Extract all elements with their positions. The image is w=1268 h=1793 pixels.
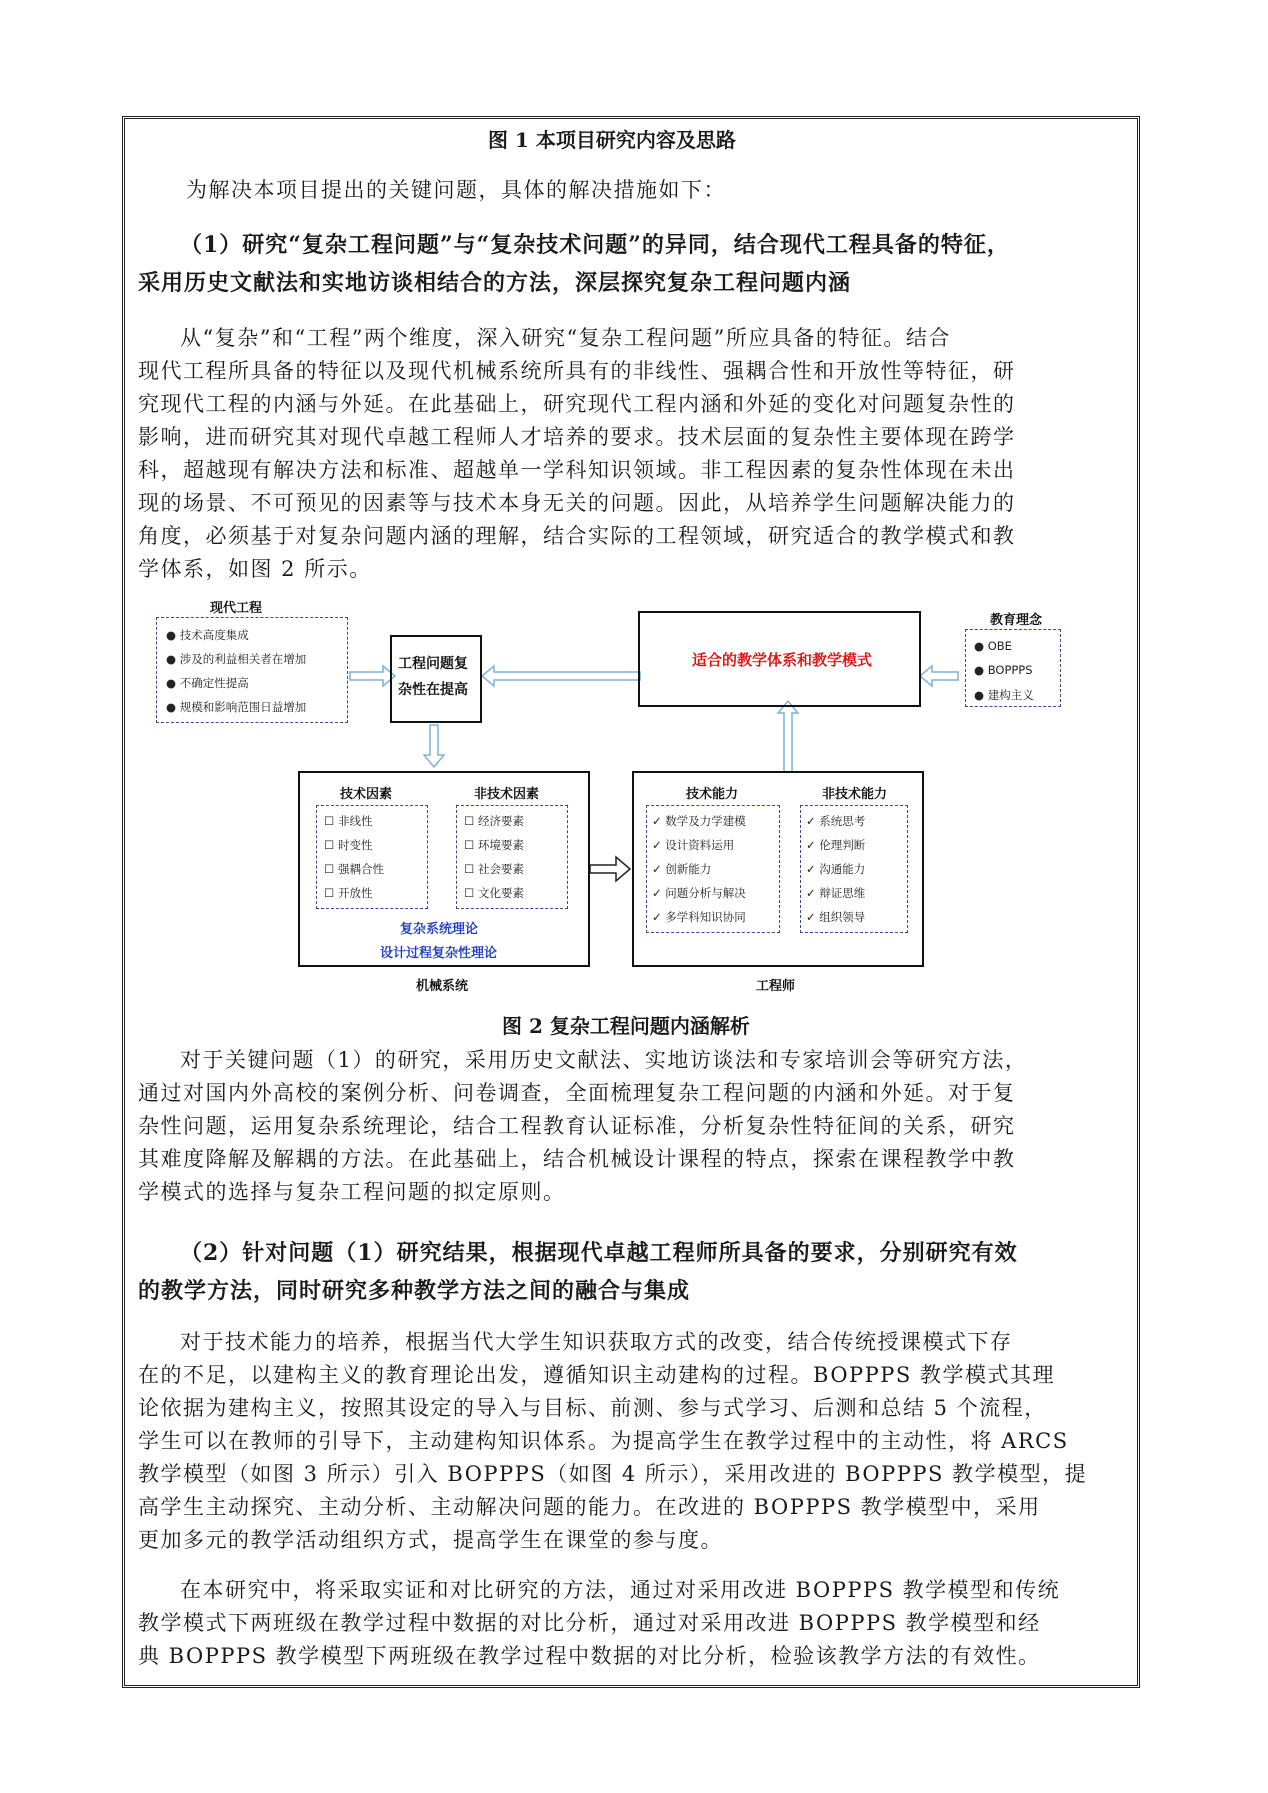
intro-text: 为解决本项目提出的关键问题，具体的解决措施如下： [186,178,726,202]
para2-line: 通过对国内外高校的案例分析、问卷调查，全面梳理复杂工程问题的内涵和外延。对于复 [138,1081,1016,1105]
edu-item: ● 建构主义 [974,688,1034,702]
teaching-system-title: 适合的教学体系和教学模式 [692,651,873,669]
nontech-ability-title: 非技术能力 [822,787,888,802]
edu-concept-title: 教育理念 [990,613,1043,628]
modern-engineering-title: 现代工程 [210,601,263,616]
nontech-factor-item: ☐ 文化要素 [464,886,524,900]
complexity-label: 工程问题复 [398,656,468,672]
section1-para-line: 学体系，如图 2 所示。 [138,557,372,581]
arrow-mech-to-engineer [590,857,630,881]
section2-para-line: 高学生主动探究、主动分析、主动解决问题的能力。在改进的 BOPPPS 教学模型中，采用 [138,1495,1041,1519]
section2-para2-line: 教学模式下两班级在教学过程中数据的对比分析，通过对采用改进 BOPPPS 教学模型和经 [138,1611,1041,1635]
nontech-factor-title: 非技术因素 [474,787,540,802]
section2-para2-line: 典 BOPPPS 教学模型下两班级在教学过程中数据的对比分析，检验该教学方法的有效性。 [138,1644,1041,1668]
nontech-factor-item: ☐ 环境要素 [464,838,524,852]
para2-line: 其难度降解及解耦的方法。在此基础上，结合机械设计课程的特点，探索在课程教学中教 [138,1147,1016,1171]
figure-2-diagram [138,595,1073,1000]
edu-item: ● OBE [974,639,1012,653]
arrow-edu-to-system [920,666,958,686]
nontech-ability-item: ✓ 伦理判断 [806,838,866,852]
tech-factor-item: ☐ 开放性 [324,886,373,900]
section1-heading-line: 采用历史文献法和实地访谈相结合的方法，深层探究复杂工程问题内涵 [138,270,852,296]
arrow-complexity-to-mech [424,725,444,767]
section2-para-line: 论依据为建构主义，按照其设定的导入与目标、前测、参与式学习、后测和总结 5 个流程， [138,1396,1047,1420]
section2-para2-line: 在本研究中，将采取实证和对比研究的方法，通过对采用改进 BOPPPS 教学模型和传统 [180,1578,1061,1602]
tech-factor-item: ☐ 非线性 [324,814,373,828]
nontech-factor-item: ☐ 经济要素 [464,814,524,828]
tech-ability-item: ✓ 问题分析与解决 [652,886,746,900]
tech-ability-item: ✓ 设计资料运用 [652,838,735,852]
tech-factor-item: ☐ 强耦合性 [324,862,384,876]
section2-heading-line: 的教学方法，同时研究多种教学方法之间的融合与集成 [138,1278,691,1304]
section2-para-line: 更加多元的教学活动组织方式，提高学生在课堂的参与度。 [138,1528,723,1552]
nontech-ability-item: ✓ 系统思考 [806,814,866,828]
arrow-system-to-complexity [482,666,640,686]
section1-para-line: 现代工程所具备的特征以及现代机械系统所具有的非线性、强耦合性和开放性等特征，研 [138,359,1016,383]
section1-para-line: 从“复杂”和“工程”两个维度，深入研究“复杂工程问题”所应具备的特征。结合 [180,326,951,350]
tech-ability-item: ✓ 数学及力学建模 [652,814,746,828]
tech-ability-item: ✓ 多学科知识协同 [652,910,746,924]
para2-line: 对于关键问题（1）的研究，采用历史文献法、实地访谈法和专家培训会等研究方法， [180,1048,1028,1072]
figure-2-caption: 图 2 复杂工程问题内涵解析 [502,1014,750,1038]
section1-para-line: 影响，进而研究其对现代卓越工程师人才培养的要求。技术层面的复杂性主要体现在跨学 [138,425,1016,449]
tech-ability-item: ✓ 创新能力 [652,862,712,876]
mech-system-label: 机械系统 [416,979,469,994]
edu-item: ● BOPPPS [974,663,1033,677]
section2-para-line: 教学模型（如图 3 所示）引入 BOPPPS（如图 4 所示），采用改进的 BOPPPS 教学模型，提 [138,1462,1088,1486]
tech-ability-title: 技术能力 [686,787,739,802]
section2-para-line: 在的不足，以建构主义的教育理论出发，遵循知识主动建构的过程。BOPPPS 教学模式其理 [138,1363,1055,1387]
complexity-label: 杂性在提高 [398,682,468,698]
tech-factor-title: 技术因素 [340,787,393,802]
nontech-ability-item: ✓ 辩证思维 [806,886,866,900]
section1-para-line: 现的场景、不可预见的因素等与技术本身无关的问题。因此，从培养学生问题解决能力的 [138,491,1016,515]
section1-para-line: 究现代工程的内涵与外延。在此基础上，研究现代工程内涵和外延的变化对问题复杂性的 [138,392,1016,416]
section2-para-line: 学生可以在教师的引导下，主动建构知识体系。为提高学生在教学过程中的主动性，将 ARCS [138,1429,1069,1453]
modern-item: ● 不确定性提高 [166,676,249,690]
modern-item: ● 技术高度集成 [166,628,249,642]
section2-para-line: 对于技术能力的培养，根据当代大学生知识获取方式的改变，结合传统授课模式下存 [180,1330,1013,1354]
para2-line: 杂性问题，运用复杂系统理论，结合工程教育认证标准，分析复杂性特征间的关系，研究 [138,1114,1016,1138]
section1-para-line: 科，超越现有解决方法和标准、超越单一学科知识领域。非工程因素的复杂性体现在未出 [138,458,1016,482]
section1-para-line: 角度，必须基于对复杂问题内涵的理解，结合实际的工程领域，研究适合的教学模式和教 [138,524,1016,548]
theory-line: 设计过程复杂性理论 [380,946,498,961]
tech-factor-item: ☐ 时变性 [324,838,373,852]
section2-heading-line: （2）针对问题（1）研究结果，根据现代卓越工程师所具备的要求，分别研究有效 [180,1240,1018,1266]
theory-line: 复杂系统理论 [400,922,479,937]
figure-1-caption: 图 1 本项目研究内容及思路 [488,128,736,152]
engineer-label: 工程师 [756,979,796,994]
nontech-ability-item: ✓ 沟通能力 [806,862,866,876]
arrow-modern-to-complexity [350,666,395,686]
nontech-factor-item: ☐ 社会要素 [464,862,524,876]
nontech-ability-item: ✓ 组织领导 [806,910,866,924]
arrow-engineer-to-system [778,701,798,772]
modern-item: ● 规模和影响范围日益增加 [166,700,307,714]
section1-heading-line: （1）研究“复杂工程问题”与“复杂技术问题”的异同，结合现代工程具备的特征， [180,232,1010,258]
modern-item: ● 涉及的利益相关者在增加 [166,652,307,666]
para2-line: 学模式的选择与复杂工程问题的拟定原则。 [138,1180,566,1204]
